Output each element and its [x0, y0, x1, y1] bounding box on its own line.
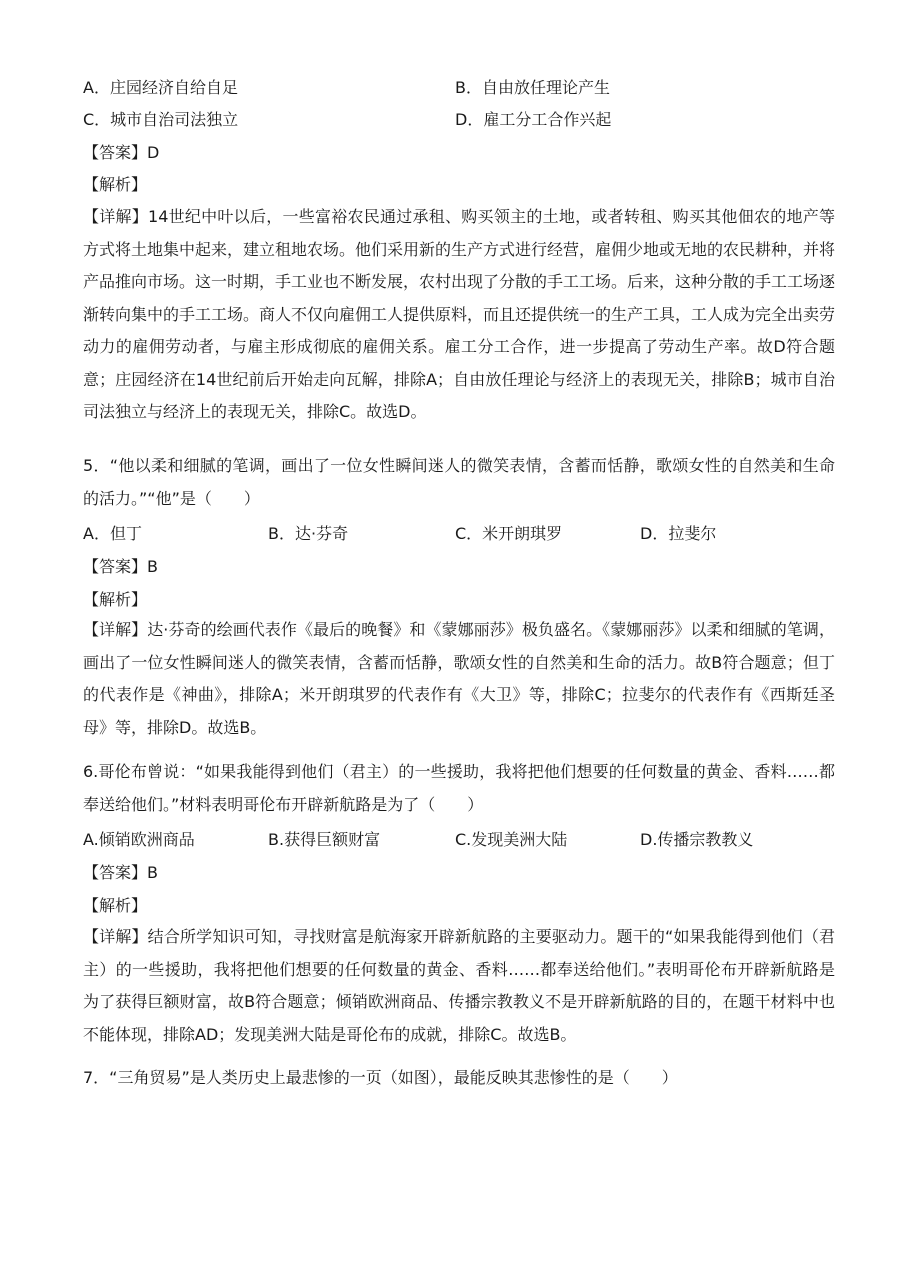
q5-option-d: D．拉斐尔: [640, 524, 717, 543]
q4-option-b: B．自由放任理论产生: [455, 78, 610, 97]
q4-option-a: A．庄园经济自给自足: [83, 78, 238, 97]
q6-option-a: A.倾销欧洲商品: [83, 830, 195, 849]
q5-analysis-label: 【解析】: [83, 590, 148, 609]
q6-option-d: D.传播宗教教义: [640, 830, 754, 849]
q4-analysis-label: 【解析】: [83, 175, 148, 194]
q5-stem: 5．“他以柔和细腻的笔调，画出了一位女性瞬间迷人的微笑表情，含蓄而恬静，歌颂女性的自然美和生命的活力。”“他”是（ ）: [83, 456, 835, 508]
q4-option-d: D．雇工分工合作兴起: [455, 110, 612, 129]
q5-option-b: B．达·芬奇: [268, 524, 349, 543]
q4-detail: 【详解】14世纪中叶以后，一些富裕农民通过承租、购买领主的土地，或者转租、购买其他佃农的地产等方式将土地集中起来，建立租地农场。他们采用新的生产方式进行经营，雇佣少地或无地的农民耕种，并将产品推向市场。这一时期，手工业也不断发展，农村出现了分散的手工工场。后来，这种分散的手工工场逐渐转向集中的手工工场。商人不仅向雇佣工人提供原料，而且还提供统一的生产工具，工人成为完全出卖劳动力的雇佣劳动者，与雇主形成彻底的雇佣关系。雇工分工合作，进一步提高了劳动生产率。故D符合题意；庄园经济在14世纪前后开始走向瓦解，排除A；自由放任理论与经济上的表现无关，排除B；城市自治司法独立与经济上的表现无关，排除C。故选D。: [83, 207, 836, 421]
q5-answer: 【答案】B: [83, 557, 158, 576]
q6-option-c: C.发现美洲大陆: [455, 830, 568, 849]
q4-option-c: C．城市自治司法独立: [83, 110, 239, 129]
q6-stem: 6.哥伦布曾说：“如果我能得到他们（君主）的一些援助，我将把他们想要的任何数量的黄金、香料……都奉送给他们。”材料表明哥伦布开辟新航路是为了（ ）: [83, 762, 835, 814]
q6-detail: 【详解】结合所学知识可知，寻找财富是航海家开辟新航路的主要驱动力。题干的“如果我能得到他们（君主）的一些援助，我将把他们想要的任何数量的黄金、香料……都奉送给他们。”表明哥伦布开辟新航路是为了获得巨额财富，故B符合题意；倾销欧洲商品、传播宗教教义不是开辟新航路的目的，在题干材料中也不能体现，排除AD；发现美洲大陆是哥伦布的成就，排除C。故选B。: [83, 927, 835, 1044]
q6-answer: 【答案】B: [83, 863, 158, 882]
q6-option-b: B.获得巨额财富: [268, 830, 381, 849]
q5-option-c: C．米开朗琪罗: [455, 524, 563, 543]
q5-detail: 【详解】达·芬奇的绘画代表作《最后的晚餐》和《蒙娜丽莎》极负盛名。《蒙娜丽莎》以柔和细腻的笔调，画出了一位女性瞬间迷人的微笑表情，含蓄而恬静，歌颂女性的自然美和生命的活力。故B符合题意；但丁的代表作是《神曲》，排除A；米开朗琪罗的代表作有《大卫》等，排除C；拉斐尔的代表作有《西斯廷圣母》等，排除D。故选B。: [83, 620, 835, 737]
q6-analysis-label: 【解析】: [83, 896, 148, 915]
q5-option-a: A．但丁: [83, 524, 142, 543]
q7-stem: 7．“三角贸易”是人类历史上最悲惨的一页（如图），最能反映其悲惨性的是（ ）: [83, 1068, 678, 1087]
q4-answer: 【答案】D: [83, 143, 160, 162]
